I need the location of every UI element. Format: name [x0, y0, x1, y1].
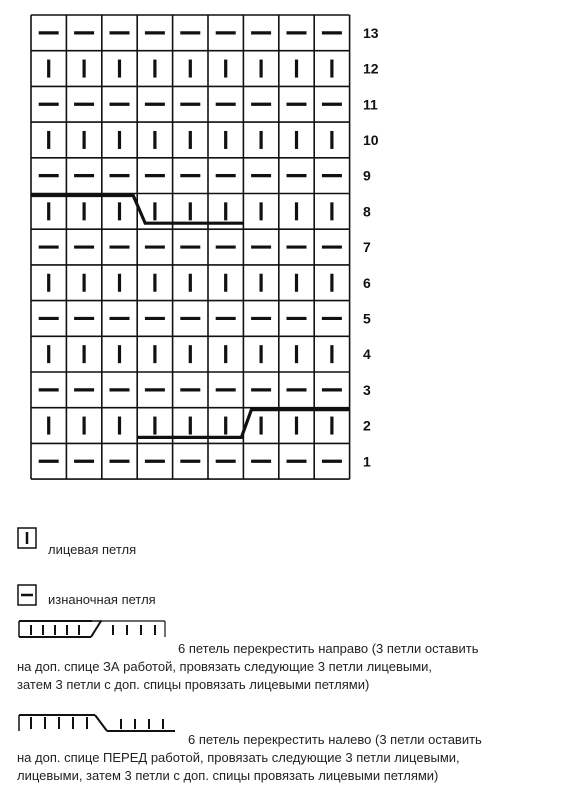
legend-cable-left-line-1: 6 петель перекрестить налево (3 петли оставить [188, 732, 482, 747]
legend-cable-left-line-3: лицевыми, затем 3 петли с доп. спицы провязать лицевыми петлями) [17, 768, 439, 783]
legend-purl-label: изнаночная петля [48, 592, 156, 607]
row-number: 7 [363, 239, 371, 256]
legend-cable-right-line-1: 6 петель перекрестить направо (3 петли оставить [178, 641, 479, 656]
row-number: 11 [363, 96, 378, 113]
legend-knit-label: лицевая петля [48, 542, 137, 557]
row-number: 8 [363, 203, 371, 220]
cable-lines [31, 196, 350, 438]
purl-stitch-icon [17, 584, 37, 606]
knit-stitch-icon [17, 527, 37, 549]
row-number: 13 [363, 24, 379, 41]
row-number: 1 [363, 453, 371, 470]
cable-left-icon [17, 711, 177, 735]
row-numbers [363, 25, 379, 469]
legend-cable-right-line-2: на доп. спице ЗА работой, провязать следующие 3 петли лицевыми, [17, 659, 433, 674]
row-number: 5 [363, 310, 371, 327]
cable-right-icon [17, 617, 167, 641]
row-number: 3 [363, 381, 371, 398]
row-number: 6 [363, 274, 371, 291]
row-number: 2 [363, 417, 371, 434]
row-number: 4 [363, 346, 371, 363]
legend-cable-left-line-2: на доп. спице ПЕРЕД работой, провязать следующие 3 петли лицевыми, [17, 750, 460, 765]
row-number: 10 [363, 131, 379, 148]
legend-cable-right-line-3: затем 3 петли с доп. спицы провязать лицевыми петлями) [17, 677, 370, 692]
stitch-symbols [39, 33, 342, 461]
row-number: 12 [363, 60, 379, 77]
row-number: 9 [363, 167, 371, 184]
